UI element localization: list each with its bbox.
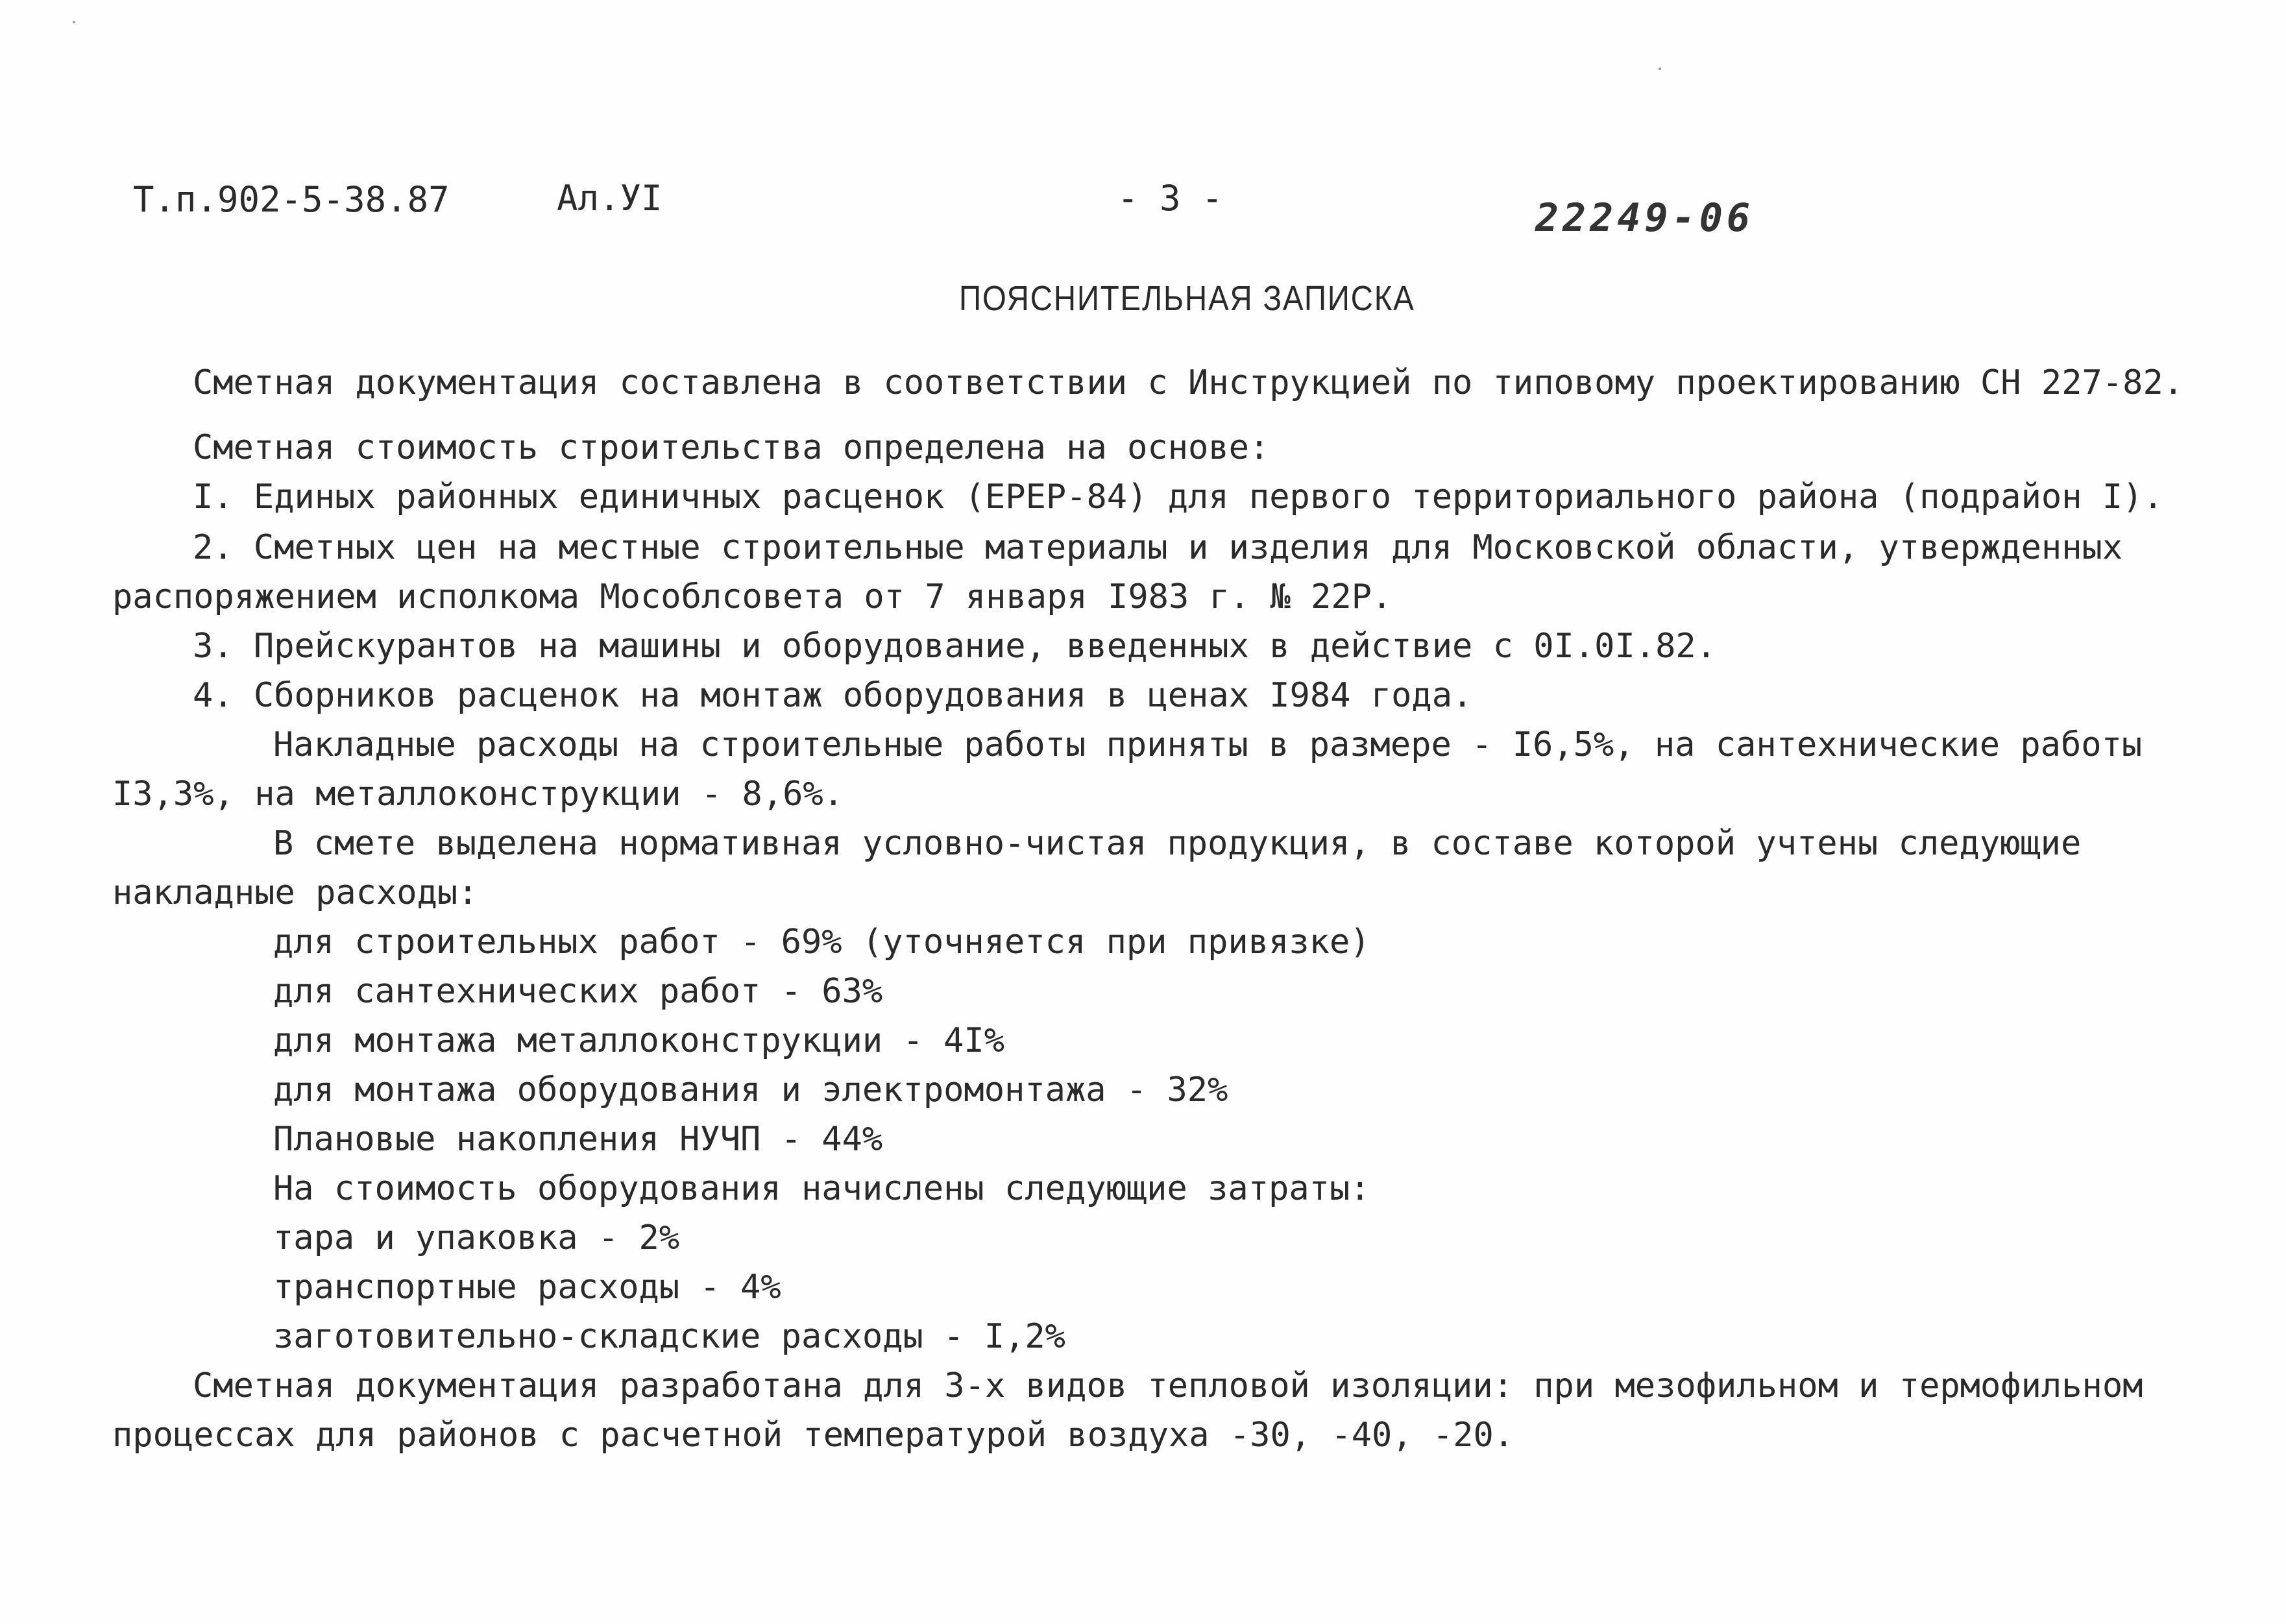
overhead-item: Плановые накопления НУЧП - 44% <box>273 1120 883 1159</box>
overhead-item: для сантехнических работ - 63% <box>273 972 883 1011</box>
scan-speck <box>73 21 75 23</box>
list-item: I. Единых районных единичных расценок (ЕРЕР-84) для первого территориального района (подрайон I). <box>193 478 2163 516</box>
paragraph-line: Сметная документация разработана для 3-х видов тепловой изоляции: при мезофильном и термофильном <box>193 1366 2143 1405</box>
list-item: 3. Прейскурантов на машины и оборудование, введенных в действие с 0I.0I.82. <box>193 627 1716 666</box>
paragraph-line: В смете выделена нормативная условно-чистая продукция, в составе которой учтены следующие <box>273 824 2082 863</box>
overhead-item: для монтажа металлоконструкции - 4I% <box>273 1021 1005 1060</box>
list-item-continuation: распоряжением исполкома Мособлсовета от 7 января I983 г. № 22Р. <box>112 577 1392 616</box>
paragraph-line: На стоимость оборудования начислены следующие затраты: <box>273 1169 1370 1208</box>
page-number: - 3 - <box>1117 178 1223 219</box>
list-item: 2. Сметных цен на местные строительные материалы и изделия для Московской области, утвержденных <box>193 528 2123 567</box>
paragraph-line: Сметная документация составлена в соответствии с Инструкцией по типовому проектированию СН 227-82. <box>193 363 2184 402</box>
paragraph-line: процессах для районов с расчетной температурой воздуха -30, -40, -20. <box>112 1416 1514 1455</box>
paragraph-line: накладные расходы: <box>112 873 478 912</box>
paragraph-line: Накладные расходы на строительные работы приняты в размере - I6,5%, на сантехнические работы <box>273 725 2143 764</box>
document-reference: Т.п.902-5-38.87 <box>133 179 450 220</box>
cost-item: транспортные расходы - 4% <box>273 1268 781 1307</box>
list-item: 4. Сборников расценок на монтаж оборудования в ценах I984 года. <box>193 676 1473 715</box>
cost-item: заготовительно-складские расходы - I,2% <box>273 1317 1065 1356</box>
scan-speck <box>1659 67 1661 70</box>
document-title: ПОЯСНИТЕЛЬНАЯ ЗАПИСКА <box>959 279 1415 318</box>
paragraph-line: Сметная стоимость строительства определена на основе: <box>193 428 1270 467</box>
overhead-item: для монтажа оборудования и электромонтажа - 32% <box>273 1071 1228 1109</box>
paragraph-line: I3,3%, на металлоконструкции - 8,6%. <box>112 775 844 814</box>
cost-item: тара и упаковка - 2% <box>273 1218 680 1257</box>
album-number: Ал.УI <box>557 178 663 219</box>
overhead-item: для строительных работ - 69% (уточняется при привязке) <box>273 923 1370 962</box>
inventory-stamp: 22249-06 <box>1535 195 1754 241</box>
